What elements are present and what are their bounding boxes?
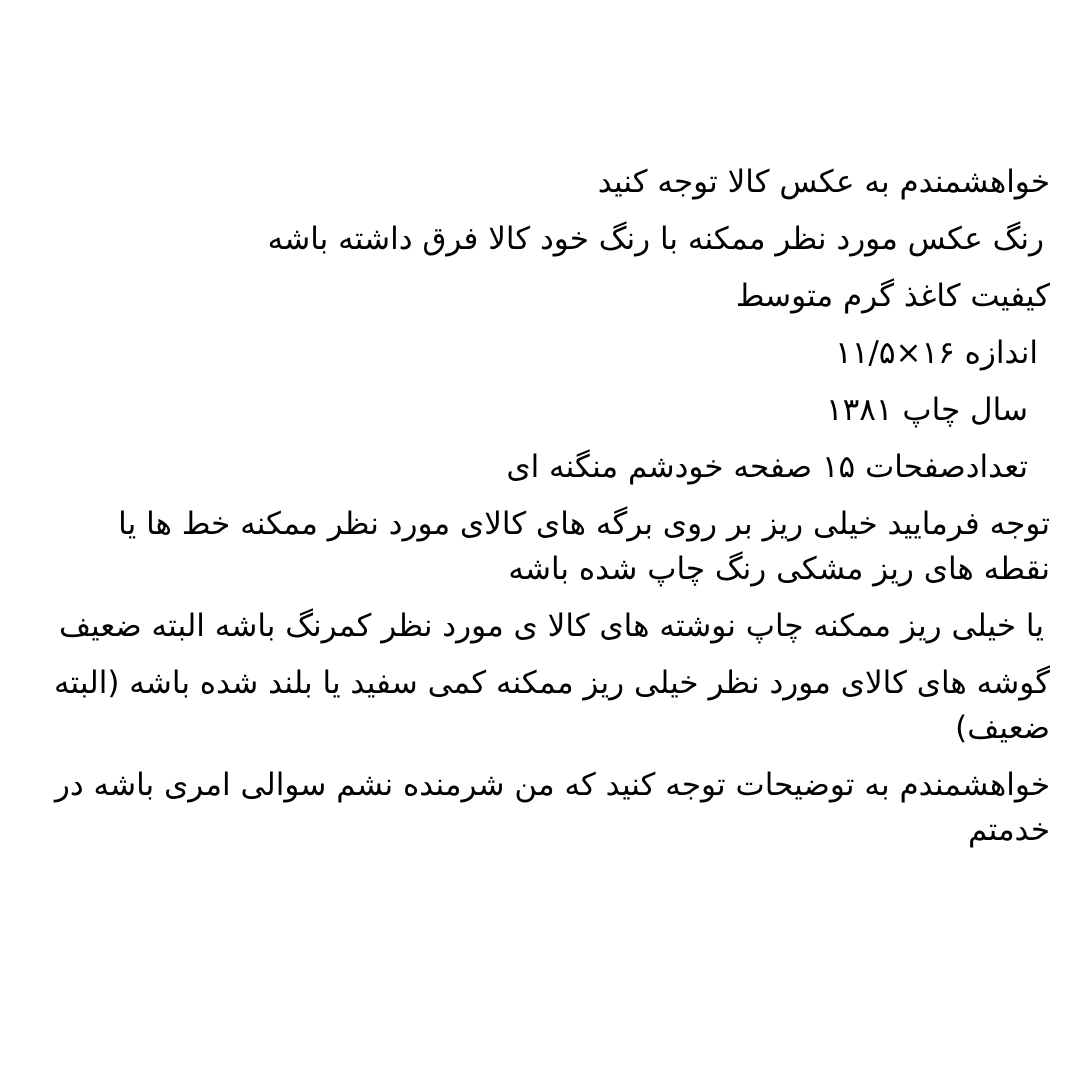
defect-note-lines: توجه فرمایید خیلی ریز بر روی برگه های کالای مورد نظر ممکنه خط ها یا نقطه های ریز مشکی رنگ چاپ شده باشه	[118, 506, 1050, 587]
defect-note-corners: گوشه های کالای مورد نظر خیلی ریز ممکنه کمی سفید یا بلند شده باشه (البته ضعیف)	[53, 665, 1050, 746]
notice-line-color: رنگ عکس مورد نظر ممکنه با رنگ خود کالا فرق داشته باشه	[267, 221, 1044, 257]
product-description	[50, 160, 1050, 865]
print-year-line: سال چاپ ۱۳۸۱	[825, 392, 1028, 428]
page-count-line: تعدادصفحات ۱۵ صفحه خودشم منگنه ای	[506, 449, 1028, 485]
defect-note-faded-print: یا خیلی ریز ممکنه چاپ نوشته های کالا ی مورد نظر کمرنگ باشه البته ضعیف	[58, 608, 1044, 644]
size-line: اندازه ۱۶×۱۱/۵	[835, 335, 1038, 371]
notice-line-photo: خواهشمندم به عکس کالا توجه کنید	[597, 164, 1050, 200]
closing-note: خواهشمندم به توضیحات توجه کنید که من شرمنده نشم سوالی امری باشه در خدمتم	[54, 767, 1050, 848]
paper-quality-line: کیفیت کاغذ گرم متوسط	[735, 278, 1050, 314]
